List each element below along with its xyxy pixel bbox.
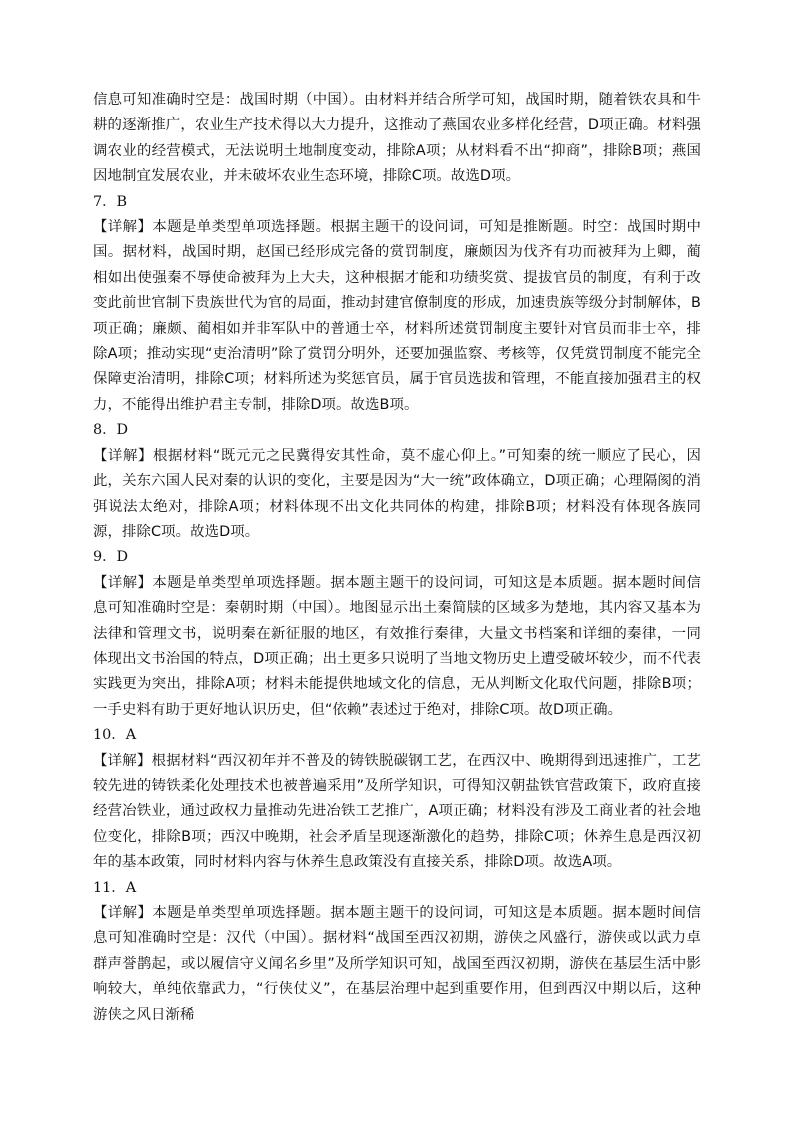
paragraph-text: 根据材料“既元元之民冀得安其性命，莫不虚心仰上。”可知秦的统一顺应了民心，因此，关东六国人民对秦的认识的变化，主要是因为“大一统”政体确立，D项正确；心理隔阂的消弭说法太绝对，排除A项；材料体现不出文化共同体的构建，排除B项；材料没有体现各族同源，排除C项。故选D项。 (93, 447, 702, 540)
explanation-8 (93, 444, 701, 546)
answer-11: 11．A (93, 879, 137, 896)
explanation-tag: 【详解】 (93, 447, 153, 464)
document-page (93, 88, 701, 1028)
explanation-9 (93, 571, 701, 723)
paragraph-6-continued (93, 88, 701, 190)
paragraph-text: 信息可知准确时空是：战国时期（中国）。由材料并结合所学可知，战国时期，随着铁农具和牛耕的逐渐推广，农业生产技术得以大力提升，这推动了燕国农业多样化经营，D项正确。材料强调农业的经营模式，无法说明土地制度变动，排除A项；从材料看不出“抑商”，排除B项；燕国因地制宜发展农业，并未破坏农业生态环境，排除C项。故选D项。 (93, 92, 701, 185)
explanation-tag: 【详解】 (93, 574, 153, 591)
paragraph-text: 本题是单类型单项选择题。据本题主题干的设问词，可知这是本质题。据本题时间信息可知准确时空是：秦朝时期（中国）。地图显示出土秦简牍的区域多为楚地，其内容又基本为法律和管理文书，说明秦在新征服的地区，有效推行秦律，大量文书档案和详细的秦律，一同体现出文书治国的特点，D项正确；出土更多只说明了当地文物历史上遭受破坏较少，而不代表实践更为突出，排除A项；材料未能提供地域文化的信息，无从判断文化取代问题，排除B项；一手史料有助于更好地认识历史，但“依赖”表述过于绝对，排除C项。故D项正确。 (93, 574, 702, 718)
explanation-tag: 【详解】 (93, 752, 152, 769)
answer-8: 8．D (93, 422, 129, 439)
paragraph-text: 本题是单类型单项选择题。根据主题干的设问词，可知是推断题。时空：战国时期中国。据材料，战国时期，赵国已经形成完备的赏罚制度，廉颇因为伐齐有功而被拜为上卿，蔺相如出使强秦不辱使命被拜为上大夫，这种根据才能和功绩奖赏、提拔官员的制度，有利于改变此前世官制下贵族世代为官的局面，推动封建官僚制度的形成，加速贵族等级分封制解体，B项正确；廉颇、蔺相如并非军队中的普通士卒，材料所述赏罚制度主要针对官员而非士卒，排除A项；推动实现“吏治清明”除了赏罚分明外，还要加强监察、考核等，仅凭赏罚制度不能完全保障吏治清明，排除C项；材料所述为奖惩官员，属于官员选拔和管理，不能直接加强君主的权力，不能得出维护君主专制，排除D项。故选B项。 (93, 219, 702, 413)
explanation-tag: 【详解】 (93, 905, 153, 921)
paragraph-text: 本题是单类型单项选择题。据本题主题干的设问词，可知这是本质题。据本题时间信息可知准确时空是：汉代（中国）。据材料“战国至西汉初期，游侠之风盛行，游侠或以武力卓群声誉鹊起，或以履信守义闻名乡里”及所学知识可知，战国至西汉初期，游侠在基层生活中影响较大，单纯依靠武力，“行侠仗义”，在基层治理中起到重要作用，但到西汉中期以后，这种游侠之风日渐稀 (93, 905, 702, 1023)
explanation-11 (93, 901, 701, 1028)
explanation-7 (93, 215, 701, 418)
explanation-tag: 【详解】 (93, 219, 153, 236)
paragraph-text: 根据材料“西汉初年并不普及的铸铁脱碳钢工艺，在西汉中、晚期得到迅速推广，工艺较先进的铸铁柔化处理技术也被普遍采用”及所学知识，可得知汉朝盐铁官营政策下，政府直接经营冶铁业，通过政权力量推动先进冶铁工艺推广，A项正确；材料没有涉及工商业者的社会地位变化，排除B项；西汉中晚期，社会矛盾呈现逐渐激化的趋势，排除C项；休养生息是西汉初年的基本政策，同时材料内容与休养生息政策没有直接关系，排除D项。故选A项。 (93, 752, 702, 871)
answer-10: 10．A (93, 727, 137, 744)
answer-9: 9．D (93, 549, 129, 566)
explanation-10 (93, 749, 701, 876)
answer-7: 7．B (93, 193, 128, 210)
